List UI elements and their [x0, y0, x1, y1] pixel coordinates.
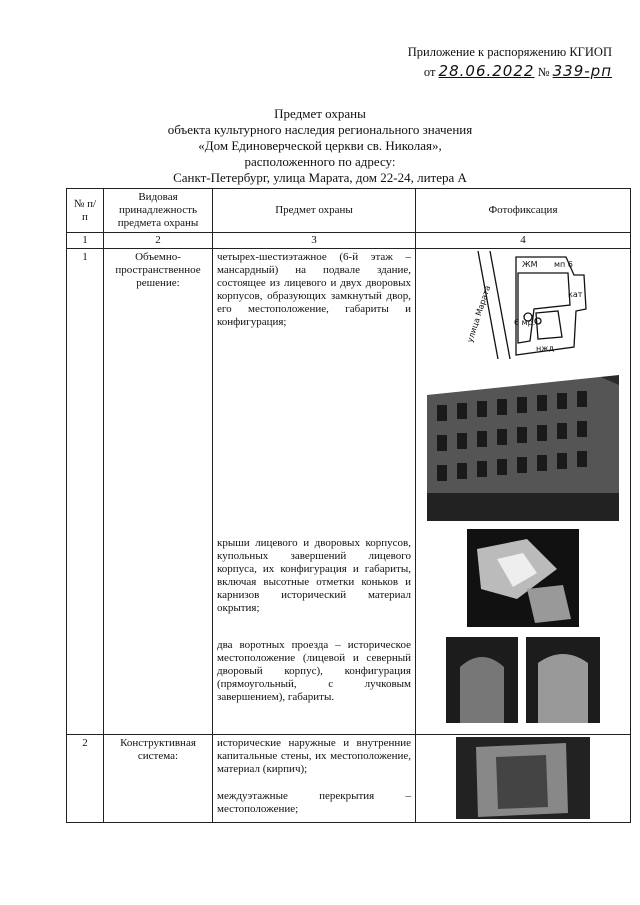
gate-photo — [446, 637, 518, 723]
protection-table — [66, 188, 631, 823]
row-subject — [213, 249, 416, 735]
col-header-number: № п/п — [67, 189, 104, 233]
row-photos — [416, 735, 631, 823]
subject-item: крыши лицевого и дворовых корпусов, купольных завершений лицевого корпуса, их конфигурация и габариты, включая высотные отметки коньков и карнизов исторический материал окрытия; — [217, 537, 411, 614]
table-row — [67, 249, 631, 735]
order-date-number: от 28.06.2022 № 339-рп — [423, 62, 612, 80]
subject-item: два воротных проезда – историческое местоположение (лицевой и северный дворовый корпус), конфигурация (прямоугольный, с лучковым завершением), габариты. — [217, 639, 411, 703]
order-date: 28.06.2022 — [438, 62, 535, 80]
map-label: кат — [568, 290, 583, 299]
map-label: улица Марата — [465, 284, 493, 344]
column-number-row: 1 2 3 4 — [67, 233, 631, 249]
row-number: 1 — [67, 249, 104, 735]
site-plan-map — [458, 251, 588, 359]
document-title: Предмет охраны объекта культурного наследия регионального значения «Дом Единоверческой церкви св. Николая», расположенного по адресу: Санкт-Петербург, улица Марата, дом 22-24, литера А — [167, 106, 473, 185]
col-header-photo: Фотофиксация — [416, 189, 631, 233]
table-row — [67, 735, 631, 823]
subject-item: исторические наружные и внутренние капитальные стены, их местоположение, материал (кирпич); — [217, 737, 411, 775]
structure-photo — [456, 737, 590, 819]
table-header-row — [67, 189, 631, 233]
col-header-subject: Предмет охраны — [213, 189, 416, 233]
map-label: ЖМ — [522, 260, 538, 269]
map-label: 6 мр. — [514, 318, 536, 327]
row-number: 2 — [67, 735, 104, 823]
order-reference: Приложение к распоряжению КГИОП — [407, 45, 612, 59]
subject-item: четырех-шестиэтажное (6-й этаж – мансардный) на подвале здание, состоящее из лицевого и двух дворовых корпусов, образующих замкнутый двор, его местоположение, габариты и конфигурация; — [217, 251, 411, 328]
order-number: 339-рп — [552, 62, 612, 80]
col-header-type: Видовая принадлежность предмета охраны — [104, 189, 213, 233]
roof-aerial-photo — [467, 529, 579, 627]
facade-photo — [427, 365, 619, 521]
document-header — [408, 44, 612, 81]
gate-photo — [526, 637, 600, 723]
row-subject — [213, 735, 416, 823]
map-label: нжд — [536, 344, 554, 353]
row-type: Конструктивная система: — [104, 735, 213, 823]
map-label: мп 6 — [554, 260, 573, 269]
row-type: Объемно-пространственное решение: — [104, 249, 213, 735]
row-photos — [416, 249, 631, 735]
subject-item: междуэтажные перекрытия – местоположение; — [217, 790, 411, 815]
